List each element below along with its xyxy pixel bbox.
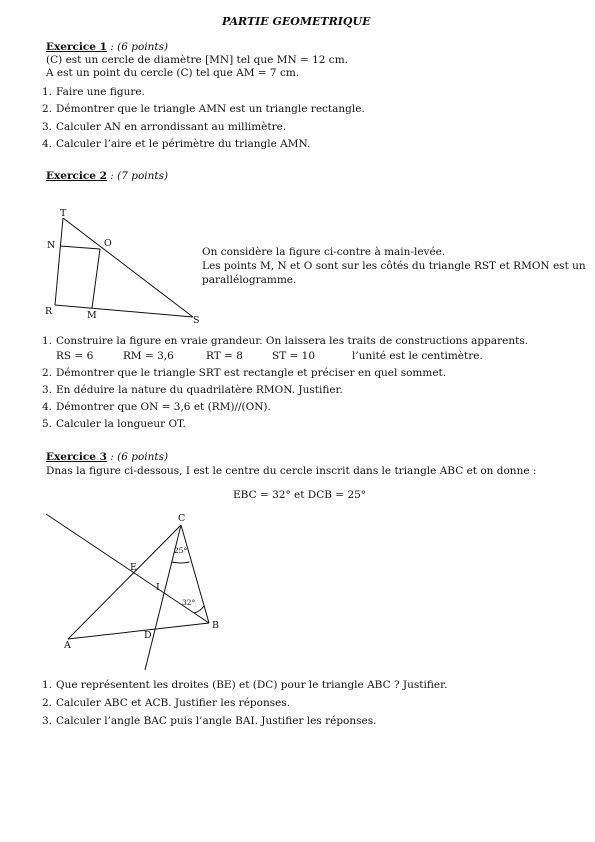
exercise-2-description-line-1: On considère la figure ci-contre à main-levée. xyxy=(202,246,446,258)
figure-label-c: C xyxy=(178,513,186,524)
exercise-2-item: 3. En déduire la nature du quadrilatère RMON. Justifier. xyxy=(42,384,343,396)
exercise-3-intro: Dnas la figure ci-dessous, I est le centre du cercle inscrit dans le triangle ABC et on donne : xyxy=(46,465,537,477)
exercise-1-points: : (6 points) xyxy=(110,41,169,53)
figure-label-b: B xyxy=(212,620,219,631)
exercise-2-figure xyxy=(0,200,220,330)
exercise-3-item: 3. Calculer l’angle BAC puis l’angle BAI. Justifier les réponses. xyxy=(42,715,377,727)
exercise-3-heading xyxy=(46,451,168,464)
exercise-3-item: 2. Calculer ABC et ACB. Justifier les réponses. xyxy=(42,697,291,709)
exercise-1-heading xyxy=(46,41,168,54)
exercise-1-title: Exercice 1 xyxy=(46,41,107,53)
exercise-3-figure xyxy=(0,505,260,675)
angle-label-c: 25° xyxy=(174,546,188,555)
exercise-2-item: 4. Démontrer que ON = 3,6 et (RM)//(ON). xyxy=(42,401,271,413)
figure-label-o: O xyxy=(104,238,112,249)
figure-label-a: A xyxy=(64,640,71,651)
exercise-1-item: 1. Faire une figure. xyxy=(42,86,145,98)
figure-label-i: I xyxy=(156,582,160,593)
measure-rm: RM = 3,6 xyxy=(123,350,174,362)
exercise-3-points: : (6 points) xyxy=(110,451,169,463)
measure-unit: l’unité est le centimètre. xyxy=(352,350,483,362)
figure-label-t: T xyxy=(60,208,67,219)
angle-label-b: 32° xyxy=(182,598,196,607)
measure-rs: RS = 6 xyxy=(56,350,94,362)
exercise-2-heading xyxy=(46,170,168,183)
measure-rt: RT = 8 xyxy=(206,350,243,362)
exercise-1-intro-line-1: (C) est un cercle de diamètre [MN] tel que MN = 12 cm. xyxy=(46,54,348,66)
exercise-2-points: : (7 points) xyxy=(110,170,169,182)
figure-label-e: E xyxy=(130,562,137,573)
exercise-2-item: 1. Construire la figure en vraie grandeur. On laissera les traits de constructions apparents. xyxy=(42,335,529,347)
figure-label-s: S xyxy=(193,315,200,326)
exercise-1-item: 2. Démontrer que le triangle AMN est un triangle rectangle. xyxy=(42,103,365,115)
page-title: PARTIE GEOMETRIQUE xyxy=(222,15,371,28)
exercise-1-item: 4. Calculer l’aire et le périmètre du triangle AMN. xyxy=(42,138,311,150)
figure-label-d: D xyxy=(144,630,152,641)
exercise-1-intro-line-2: A est un point du cercle (C) tel que AM = 7 cm. xyxy=(46,67,300,79)
figure-label-r: R xyxy=(45,306,53,317)
exercise-3-given-angles: EBC = 32° et DCB = 25° xyxy=(233,489,367,501)
exercise-3-item: 1. Que représentent les droites (BE) et (DC) pour le triangle ABC ? Justifier. xyxy=(42,679,448,691)
exercise-2-description-line-2: Les points M, N et O sont sur les côtés du triangle RST et RMON est un xyxy=(202,260,586,272)
exercise-3-title: Exercice 3 xyxy=(46,451,107,463)
measure-st: ST = 10 xyxy=(272,350,316,362)
exercise-2-description-line-3: parallélogramme. xyxy=(202,274,297,286)
exercise-2-title: Exercice 2 xyxy=(46,170,107,182)
figure-label-n: N xyxy=(47,240,56,251)
figure-label-m: M xyxy=(87,310,97,321)
exercise-2-item: 2. Démontrer que le triangle SRT est rectangle et préciser en quel sommet. xyxy=(42,367,447,379)
exercise-1-item: 3. Calculer AN en arrondissant au millimètre. xyxy=(42,121,287,133)
exercise-2-item: 5. Calculer la longueur OT. xyxy=(42,418,186,430)
